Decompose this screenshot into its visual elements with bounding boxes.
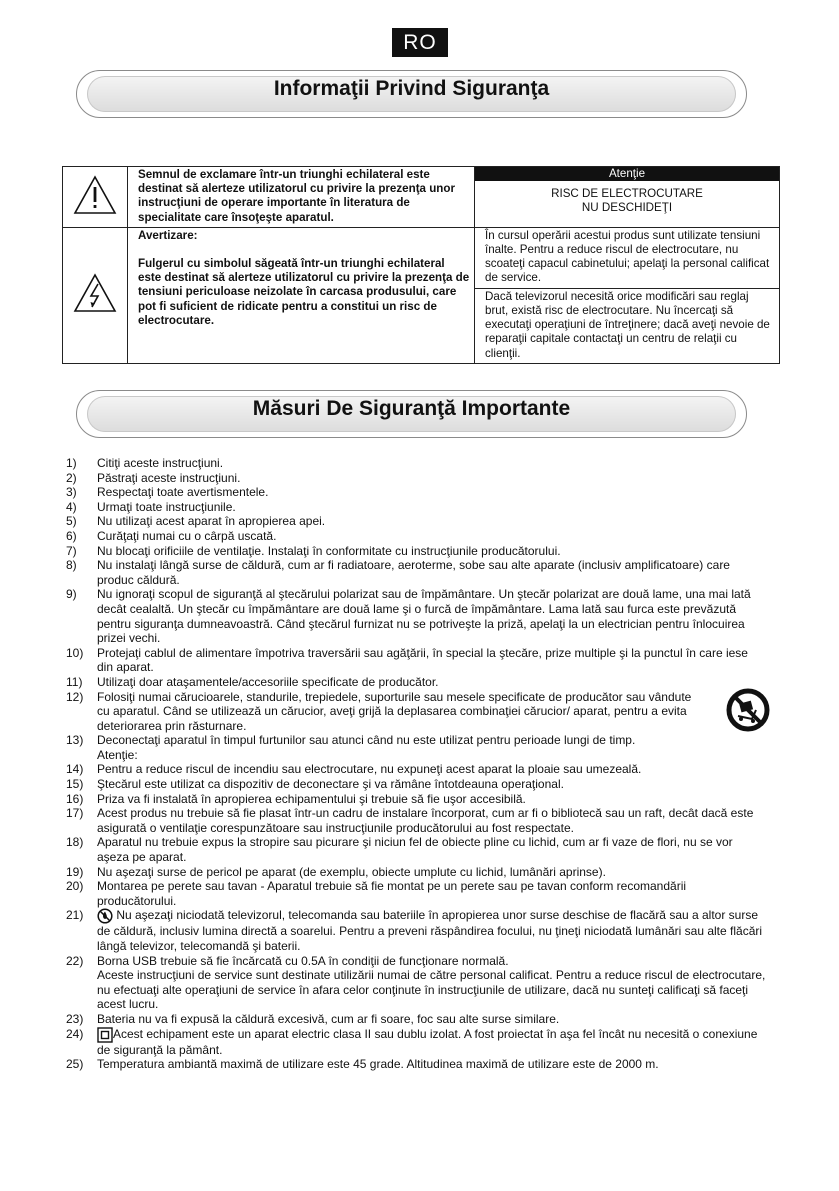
lightning-triangle-icon [73, 273, 117, 313]
measure-text: Nu blocaţi orificiile de ventilaţie. Instalaţi în conformitate cu instrucţiunile producătorului. [97, 543, 561, 558]
measure-item [66, 865, 766, 880]
measure-number: 5) [66, 514, 77, 529]
risc-line-1: RISC DE ELECTROCUTARE [551, 187, 703, 200]
measure-item [66, 558, 766, 587]
measure-item [66, 908, 766, 953]
measure-number: 14) [66, 762, 84, 777]
measure-number: 22) [66, 953, 84, 968]
measure-number: 12) [66, 689, 84, 704]
lightning-cell [63, 227, 128, 363]
atentie-cell [475, 167, 780, 228]
measure-item [66, 544, 766, 559]
measure-item [66, 806, 766, 835]
measure-item [66, 954, 766, 1012]
measure-number: 1) [66, 456, 77, 470]
class-ii-double-insulation-icon [97, 1027, 113, 1043]
risc-label [475, 181, 779, 219]
measure-number: 24) [66, 1026, 84, 1041]
measure-item [66, 471, 766, 486]
measure-text: Nu utilizaţi acest aparat în apropierea apei. [97, 514, 326, 529]
risc-line-2: NU DESCHIDEŢI [581, 201, 673, 214]
measure-item [66, 587, 766, 645]
measure-number: 6) [66, 528, 77, 543]
measure-text: Utilizaţi doar ataşamentele/accesoriile specificate de producător. [97, 674, 439, 689]
measure-number: 25) [66, 1057, 84, 1072]
measure-number: 4) [66, 499, 77, 514]
measure-text: Nu aşezaţi surse de pericol pe aparat (de exemplu, obiecte umplute cu lichid, lumânări aprinse). [97, 864, 606, 879]
measure-text: Nu instalaţi lângă surse de căldură, cum ar fi radiatoare, aeroterme, sobe sau alte aparate (inclusiv amplificatoare) care produc căldură. [97, 558, 730, 587]
measures-list [66, 456, 766, 1072]
measure-text: Pentru a reduce riscul de incendiu sau electrocutare, nu expuneţi acest aparat la ploaie sau umezeală. [97, 762, 642, 777]
measure-text: Aparatul nu trebuie expus la stropire sau picurare şi niciun fel de obiecte pline cu lichid, cum ar fi vaze de flori, nu se vor aşeza pe aparat. [97, 835, 733, 865]
lightning-description: Fulgerul cu simbolul săgeată într-un triunghi echilateral este destinat să alerteze utilizatorul cu privire la prezenţa de tensiuni periculoase neizolate în carcasa produsului, care pot fi suficient de ridicate pentru a constitui un risc de electrocutare. [138, 257, 470, 327]
measure-item [66, 1027, 766, 1058]
measure-item [66, 529, 766, 544]
measure-item [66, 733, 766, 762]
measure-text: Ştecărul este utilizat ca dispozitiv de deconectare şi va rămâne întotdeauna operaţional. [97, 777, 564, 792]
measure-item [66, 485, 766, 500]
measure-item [66, 879, 766, 908]
section-title: Măsuri De Siguranţă Importante [252, 397, 571, 420]
measure-text: Urmaţi toate instrucţiunile. [97, 499, 236, 514]
measure-number: 9) [66, 587, 77, 602]
measure-number: 13) [66, 733, 84, 748]
cart-tip-over-icon [726, 688, 770, 732]
avertizare-label: Avertizare: [138, 228, 198, 242]
measure-text: Acest produs nu trebuie să fie plasat într-un cadru de instalare încorporat, cum ar fi o bibliotecă sau un raft, decât dacă este asigurată o ventilaţie corespunzătoare sau instrucţiunile producătorului au fost respectate. [97, 806, 754, 835]
measure-number: 21) [66, 908, 84, 923]
measure-number: 2) [66, 470, 77, 485]
measure-text: Temperatura ambiantă maximă de utilizare este 45 grade. Altitudinea maximă de utilizare este de 2000 m. [97, 1057, 659, 1072]
measure-item [66, 646, 766, 675]
measure-subtext: Aceste instrucţiuni de service sunt destinate utilizării numai de către personal calificat. Pentru a reduce riscul de electrocutare, nu efectuaţi alte operaţiuni de service în afara celor conţinute în instrucţiunile de utilizare, dacă nu sunteţi calificaţi să faceţi acest lucru. [97, 968, 766, 1012]
measure-item [66, 514, 766, 529]
exclamation-description: Semnul de exclamare într-un triunghi echilateral este destinat să alerteze utilizatorul cu privire la prezenţa unor instrucţiuni de operare importante în literatura de specialitate care însoţeşte aparatul. [128, 167, 475, 228]
high-voltage-warning: În cursul operării acestui produs sunt utilizate tensiuni înalte. Pentru a reduce riscul de electrocutare, nu scoateţi capacul cabinetului; apelaţi la personal calificat de service. [475, 227, 780, 288]
measure-text: Curăţaţi numai cu o cârpă uscată. [97, 528, 277, 543]
section-banner-safety-info [76, 70, 747, 118]
measure-number: 23) [66, 1011, 84, 1026]
measure-text: Borna USB trebuie să fie încărcată cu 0.5A în condiţii de funcţionare normală. [97, 953, 509, 968]
measure-item [66, 835, 766, 864]
safety-symbols-table [62, 166, 780, 364]
measure-number: 11) [66, 674, 83, 689]
measure-text: Nu ignoraţi scopul de siguranţă al ştecărului polarizat sau de împământare. Un ştecăr polarizat are două lame, una mai lată decât cealaltă. Un ştecăr cu împământare are două lame şi o furcă de împământare. Lama lată sau furca este prevăzută pentru siguranţa dumneavoastră. Când ştecărul furnizat nu se potriveşte la priză, apelaţi la un electrician pentru înlocuirea prizei vechi. [97, 587, 751, 646]
language-badge: RO [392, 28, 448, 57]
measure-item [66, 690, 766, 734]
measure-text: Nu aşezaţi niciodată televizorul, telecomanda sau bateriile în apropierea unor surse deschise de flacără sau a altor surse de căldură, inclusiv lumina directă a soarelui. Pentru a preveni răspândirea focului, nu ţineţi niciodată lumânări sau alte flăcări lângă televizor, telecomandă şi baterii. [97, 908, 763, 953]
measure-text: Acest echipament este un aparat electric clasa II sau dublu izolat. A fost proiectat în aşa fel încât nu necesită o conexiune de siguranţă la pământ. [97, 1026, 758, 1057]
measure-number: 16) [66, 791, 84, 806]
measure-number: 3) [66, 485, 77, 500]
measure-item [66, 456, 766, 471]
measure-number: 20) [66, 879, 84, 894]
measure-text: Bateria nu va fi expusă la căldură excesivă, cum ar fi soare, foc sau alte surse similare. [97, 1011, 560, 1026]
lightning-description-cell [128, 227, 475, 363]
measure-subtext: Atenţie: [97, 747, 138, 762]
measure-item [66, 1012, 766, 1027]
measure-number: 17) [66, 806, 84, 821]
measure-number: 10) [66, 645, 84, 660]
section-banner-important-measures [76, 390, 747, 438]
atentie-header: Atenţie [475, 167, 779, 181]
measure-item [66, 500, 766, 515]
no-flame-icon [97, 908, 113, 924]
measure-number: 15) [66, 777, 84, 792]
measure-item [66, 792, 766, 807]
measure-text: Folosiţi numai cărucioarele, standurile, trepiedele, suporturile sau mesele specificate de producător sau vândute cu aparatul. Când se utilizează un cărucior, aveţi grijă la deplasarea combinaţiei cărucior/ aparat, pentru a evita deteriorarea prin răsturnare. [97, 689, 692, 733]
exclamation-cell [63, 167, 128, 228]
measure-text: Păstraţi aceste instrucţiuni. [97, 470, 241, 485]
measure-item [66, 675, 766, 690]
measure-text: Priza va fi instalată în apropierea echipamentului şi trebuie să fie uşor accesibilă. [97, 791, 526, 806]
measure-number: 7) [66, 543, 77, 558]
measure-number: 18) [66, 835, 84, 850]
measure-text: Deconectaţi aparatul în timpul furtunilor sau atunci când nu este utilizat pentru perioade lungi de timp. [97, 733, 636, 748]
modification-warning: Dacă televizorul necesită orice modificări sau reglaj brut, există risc de electrocutare. Nu încercaţi să executaţi operaţiuni de întreţinere; dacă aveţi nevoie de reparaţii capitale contactaţi un centru de relaţii cu clienţii. [475, 288, 780, 363]
measure-text: Respectaţi toate avertismentele. [97, 485, 269, 500]
measure-item [66, 762, 766, 777]
measure-text: Montarea pe perete sau tavan - Aparatul trebuie să fie montat pe un perete sau pe tavan conform recomandării producătorului. [97, 879, 687, 908]
measure-item [66, 1057, 766, 1072]
exclamation-triangle-icon [73, 175, 117, 215]
measure-item [66, 777, 766, 792]
measure-number: 8) [66, 558, 77, 573]
measure-number: 19) [66, 864, 84, 879]
section-title: Informaţii Privind Siguranţa [273, 77, 550, 100]
measure-text: Citiţi aceste instrucţiuni. [97, 456, 224, 470]
measure-text: Protejaţi cablul de alimentare împotriva traversării sau agăţării, în special la ştecăre, prize multiple şi la punctul în care iese din aparat. [97, 645, 748, 675]
